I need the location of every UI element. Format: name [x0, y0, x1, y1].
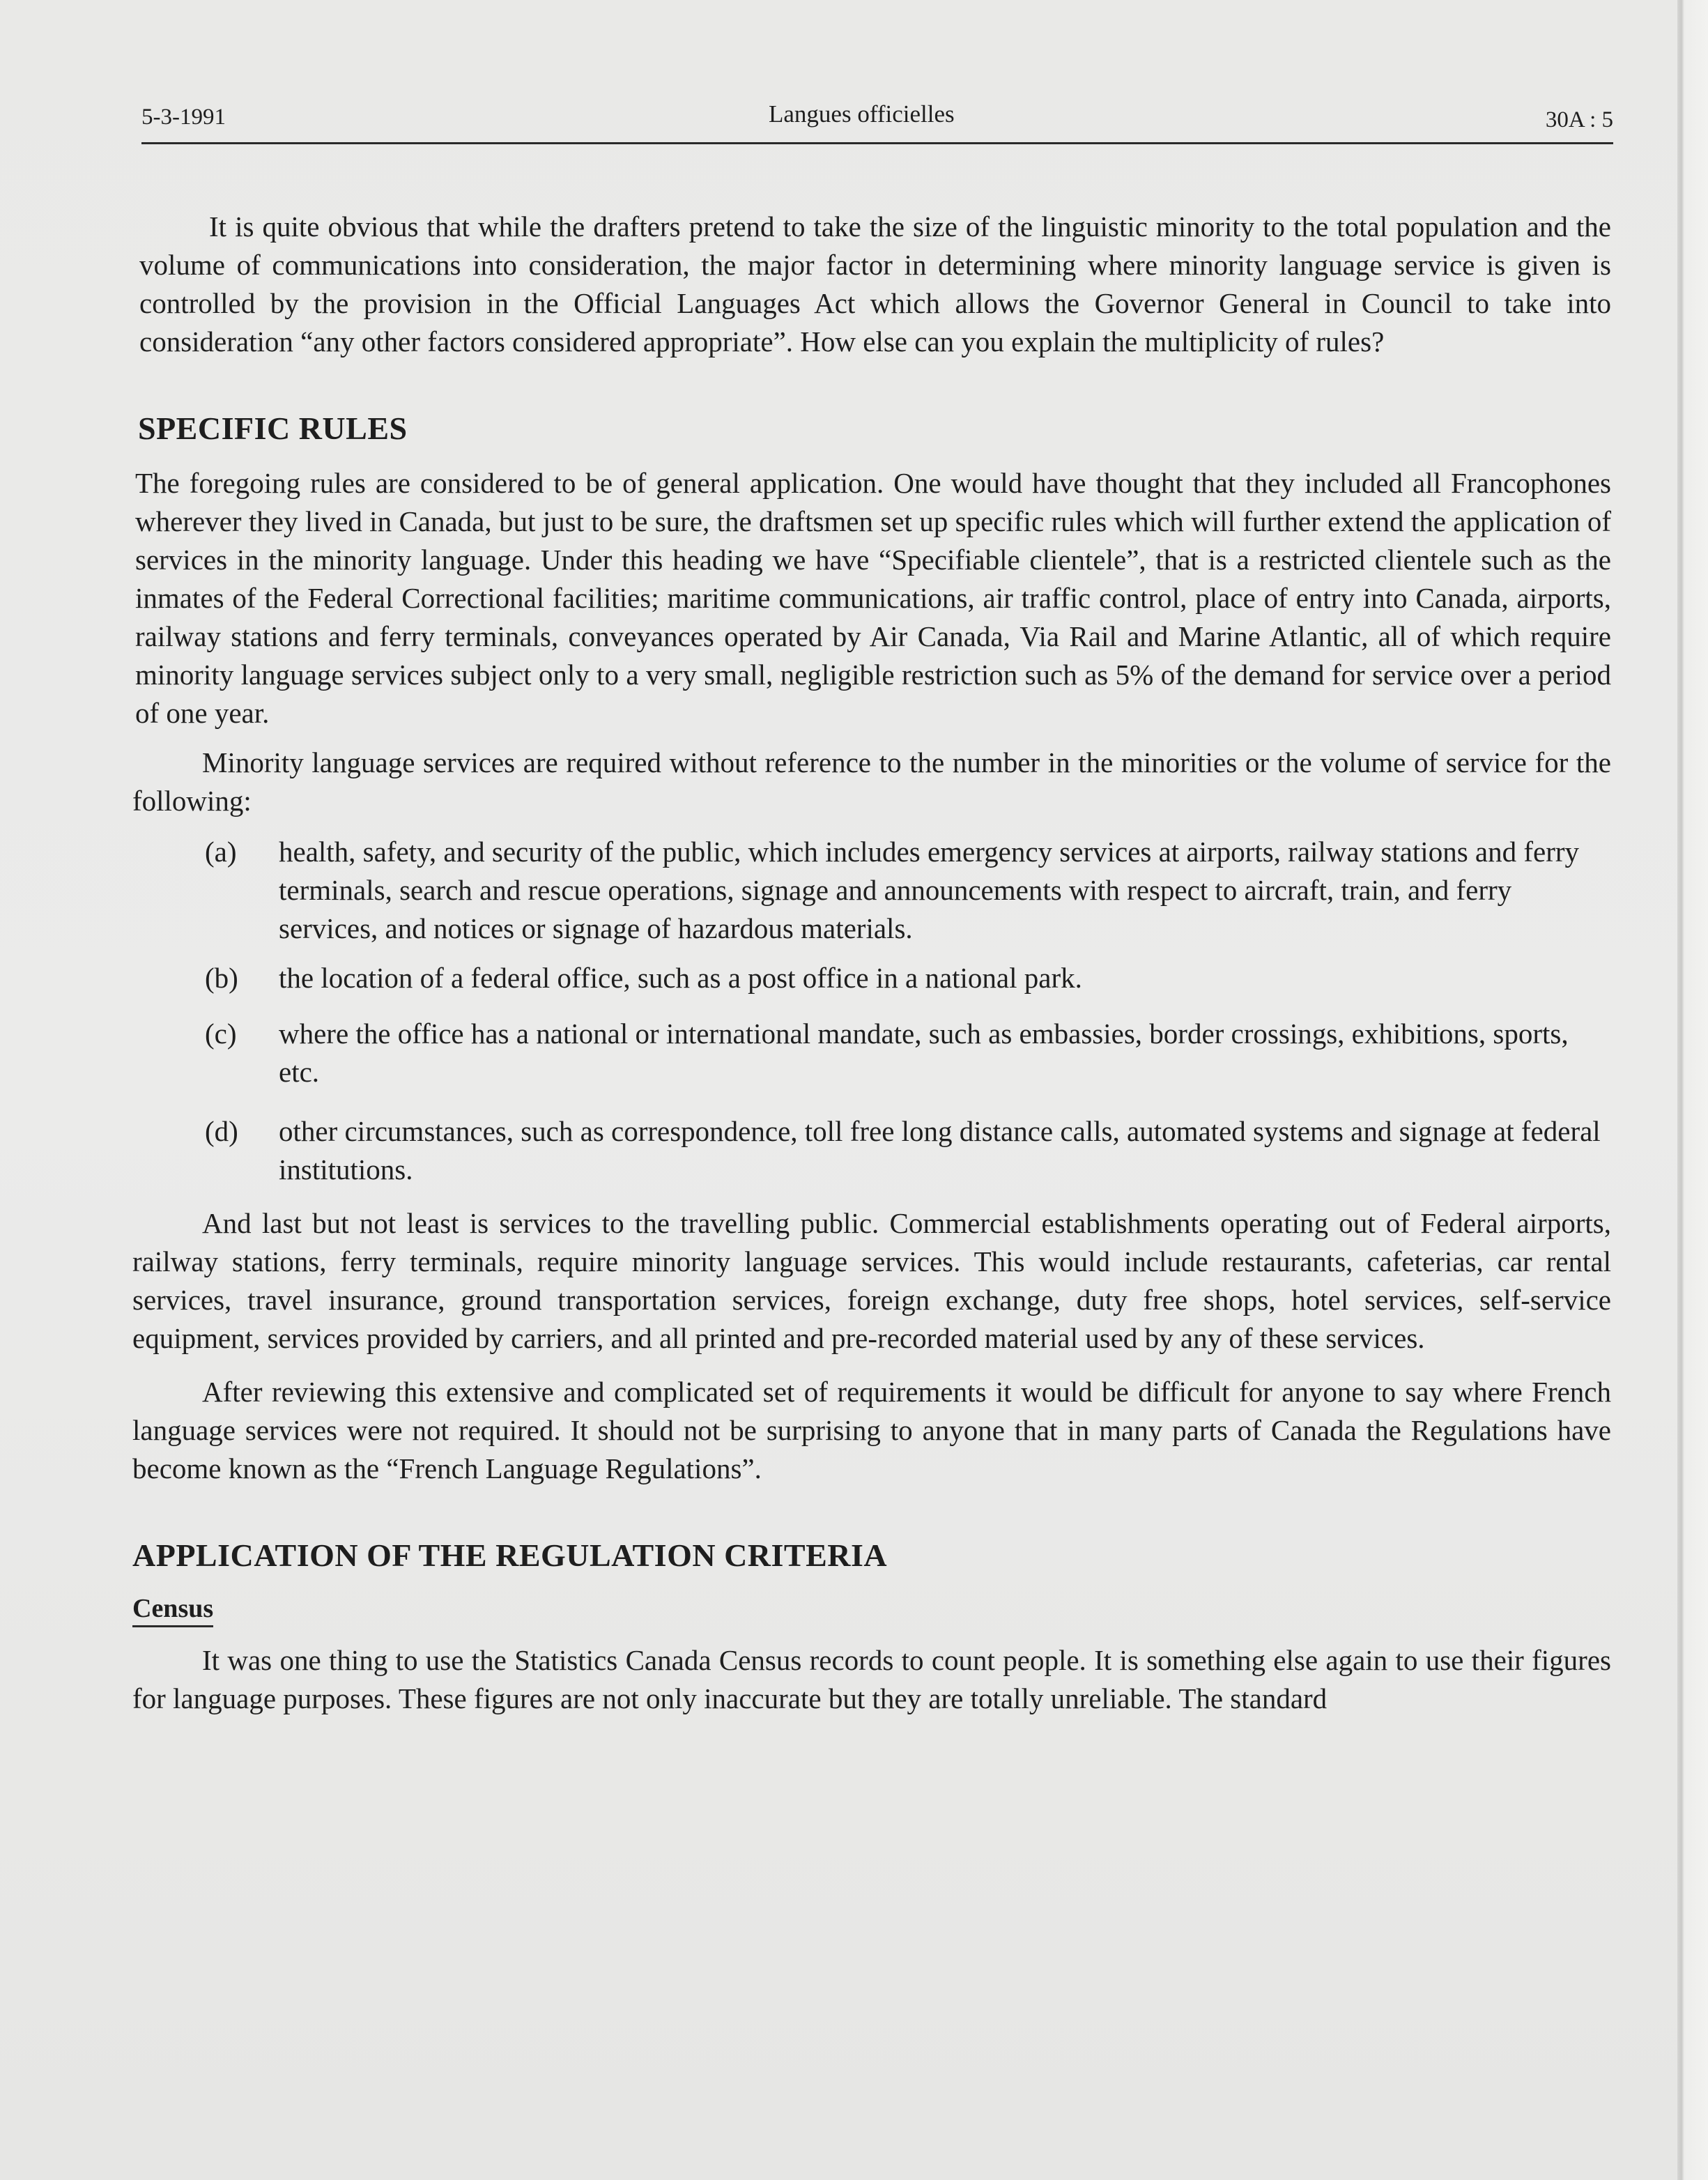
list-item — [132, 1015, 1611, 1091]
list-item-text: the location of a federal office, such as a post office in a national park. — [279, 962, 1082, 994]
header-date: 5-3-1991 — [141, 105, 226, 130]
census-paragraph-1: It was one thing to use the Statistics Canada Census records to count people. It is something else again to use their figures for language purposes. These figures are not only inaccurate but they are totally unreliable. The standard — [132, 1644, 1611, 1714]
specific-rules-paragraph-4: After reviewing this extensive and complicated set of requirements it would be difficult for anyone to say where French language services were not required. It should not be surprising to anyone that in many parts of Canada the Regulations have become known as the “French Language Regulations”. — [132, 1376, 1611, 1484]
specific-rules-heading: SPECIFIC RULES — [138, 410, 408, 446]
header-title: Langues officielles — [769, 100, 955, 128]
list-item — [132, 959, 1611, 997]
list-item — [132, 1112, 1611, 1189]
list-item-text: other circumstances, such as correspondence, toll free long distance calls, automated systems and signage at federal institutions. — [279, 1115, 1601, 1185]
page-body — [132, 208, 1611, 1718]
list-item-text: health, safety, and security of the public, which includes emergency services at airports, railway stations and ferry terminals, search and rescue operations, signage and announcements with respect to aircraft, train, and ferry services, and notices or signage of hazardous materials. — [279, 836, 1580, 944]
specific-rules-paragraph-1: The foregoing rules are considered to be of general application. One would have thought that they included all Francophones wherever they lived in Canada, but just to be sure, the draftsmen set up specific rules which will further extend the application of services in the minority language. Under this heading we have “Specifiable clientele”, that is a restricted clientele such as the inmates of the Federal Correctional facilities; maritime communications, air traffic control, place of entry into Canada, airports, railway stations and ferry terminals, conveyances operated by Air Canada, Via Rail and Marine Atlantic, all of which require minority language services subject only to a very small, negligible restriction such as 5% of the demand for service over a period of one year. — [135, 467, 1611, 729]
specific-rules-paragraph-2: Minority language services are required without reference to the number in the minorities or the volume of service for the following: — [132, 746, 1611, 817]
census-subheading-wrap — [132, 1593, 1611, 1627]
specific-rules-paragraph-3: And last but not least is services to the travelling public. Commercial establishments operating out of Federal airports, railway stations, ferry terminals, require minority language services. This would include restaurants, cafeterias, car rental services, travel insurance, ground transportation services, foreign exchange, duty free shops, hotel services, self-service equipment, services provided by carriers, and all printed and pre-recorded material used by any of these services. — [132, 1207, 1611, 1354]
list-item — [132, 833, 1611, 948]
page-edge — [1677, 0, 1708, 2180]
list-item-label: (c) — [205, 1018, 237, 1050]
list-item-label: (b) — [205, 962, 238, 994]
list-item-text: where the office has a national or international mandate, such as embassies, border crossings, exhibitions, sports, etc. — [279, 1018, 1569, 1088]
header-page-number: 30A : 5 — [1545, 107, 1613, 132]
intro-paragraph: It is quite obvious that while the drafters pretend to take the size of the linguistic minority to the total population and the volume of communications into consideration, the major factor in determining where minority language service is given is controlled by the provision in the Official Languages Act which allows the Governor General in Council to take into consideration “any other factors considered appropriate”. How else can you explain the multiplicity of rules? — [139, 210, 1611, 358]
census-subheading: Census — [132, 1593, 213, 1627]
application-heading: APPLICATION OF THE REGULATION CRITERIA — [132, 1537, 888, 1573]
running-header — [141, 98, 1613, 144]
list-item-label: (a) — [205, 836, 237, 868]
list-item-label: (d) — [205, 1115, 238, 1147]
